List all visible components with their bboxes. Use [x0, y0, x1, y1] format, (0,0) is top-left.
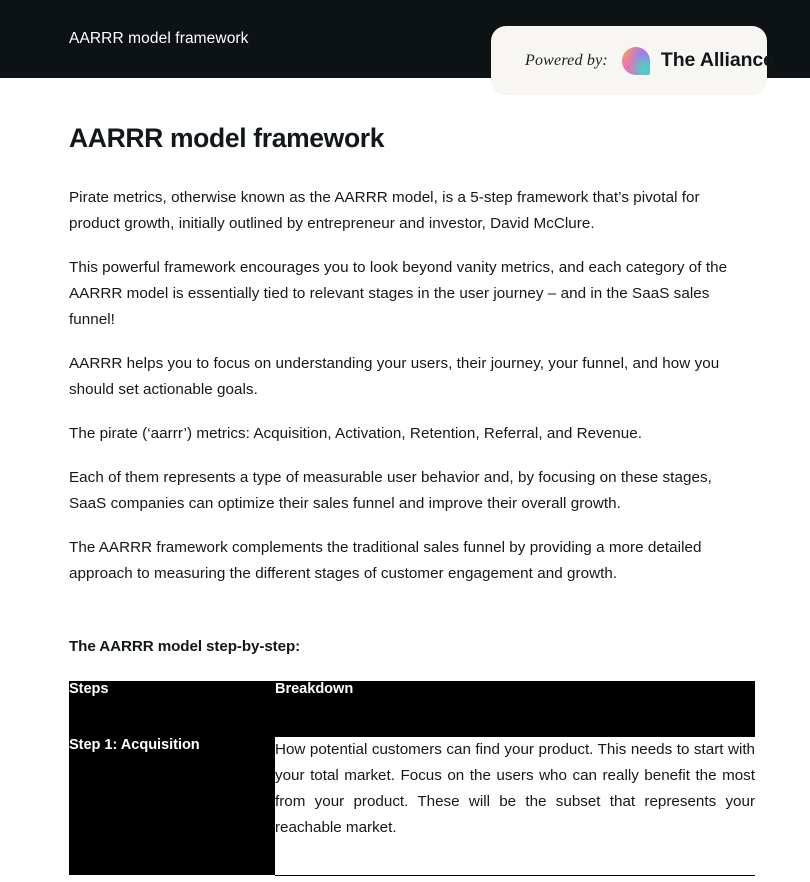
- table-row: [69, 737, 755, 875]
- table-header-steps: Steps: [69, 681, 275, 737]
- document-body: [0, 78, 810, 876]
- paragraph: Each of them represents a type of measurable user behavior and, by focusing on these stages, SaaS companies can optimize their sales funnel and improve their overall growth.: [69, 469, 712, 512]
- table-header-breakdown: Breakdown: [275, 681, 755, 737]
- paragraph: The AARRR framework complements the traditional sales funnel by providing a more detailed approach to measuring the different stages of customer engagement and growth.: [69, 539, 702, 582]
- table-cell-step: Step 1: Acquisition: [69, 737, 275, 875]
- page-title: AARRR model framework: [69, 123, 385, 153]
- intro-paragraphs: [69, 185, 741, 587]
- powered-by-badge[interactable]: [491, 26, 774, 95]
- paragraph: The pirate (‘aarrr’) metrics: Acquisition, Activation, Retention, Referral, and Revenue.: [69, 425, 643, 442]
- paragraph: This powerful framework encourages you to look beyond vanity metrics, and each category of the AARRR model is essentially tied to relevant stages in the user journey – and in the SaaS sales funnel!: [69, 259, 728, 328]
- alliance-gradient-circle-icon: [622, 47, 650, 75]
- paragraph: Pirate metrics, otherwise known as the AARRR model, is a 5-step framework that’s pivotal for product growth, initially outlined by entrepreneur and investor, David McClure.: [69, 189, 700, 232]
- table-cell-breakdown: How potential customers can find your product. This needs to start with your total market. Focus on the users who can really benefit the most from your product. These will be the subset that represents your reachable market.: [275, 737, 755, 875]
- table-header-row: [69, 681, 755, 737]
- top-bar-title: AARRR model framework: [69, 30, 249, 47]
- alliance-brand-name: The Alliance: [660, 49, 774, 71]
- paragraph: AARRR helps you to focus on understanding your users, their journey, your funnel, and how you should set actionable goals.: [69, 355, 720, 398]
- aarrr-steps-table: [69, 681, 755, 876]
- steps-subheading: The AARRR model step-by-step:: [69, 638, 301, 655]
- powered-by-label: Powered by:: [525, 51, 608, 69]
